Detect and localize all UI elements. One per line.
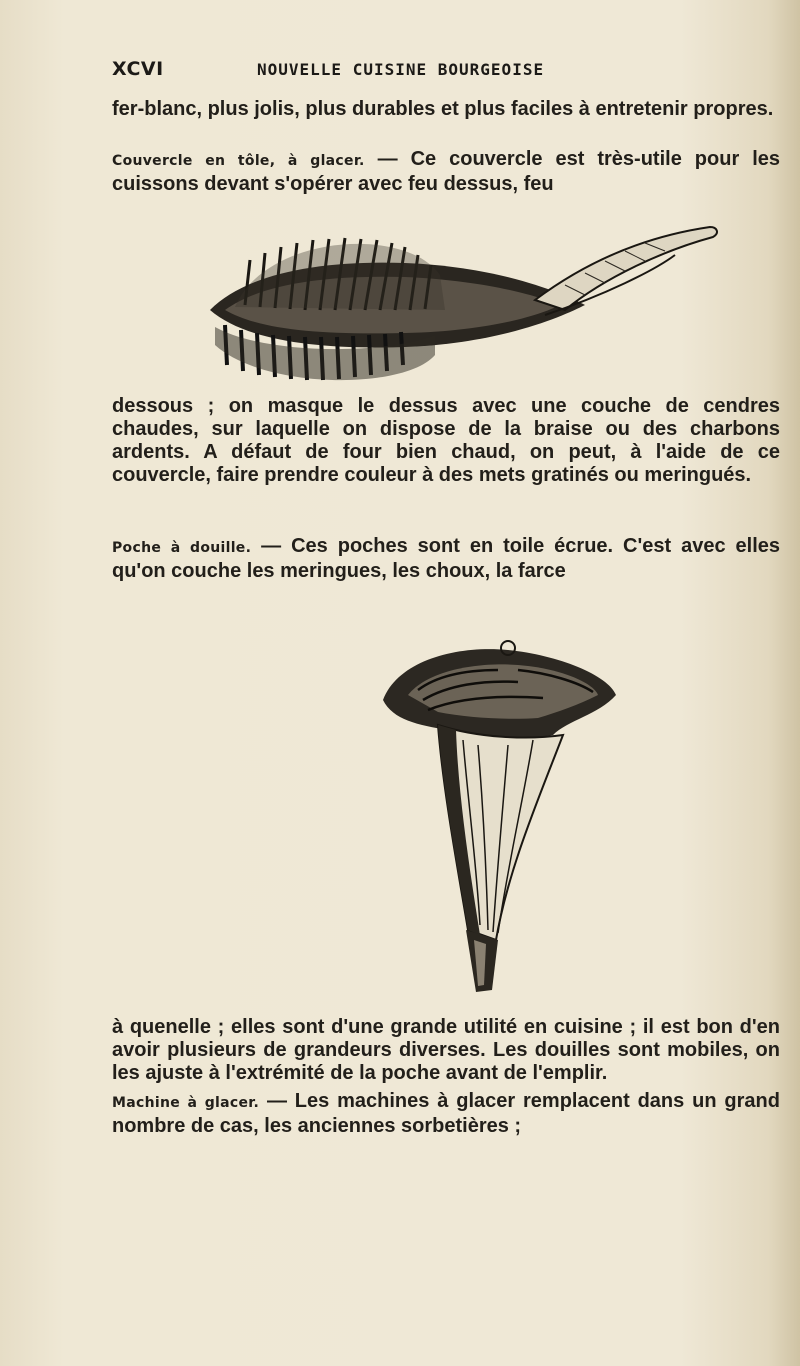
entry-text-piping-bag: — Ces poches sont en toile écrue. C'est avec elles qu'on couche les meringues, les choux, la farce: [112, 535, 780, 582]
entry-text-ice-machine: — Les machines à glacer remplacent dans un grand nombre de cas, les anciennes sorbetières ;: [112, 1090, 780, 1137]
entry-heading-ice-machine: Machine à glacer.: [112, 1095, 260, 1111]
paragraph-ice-machine: [112, 1090, 780, 1138]
entry-heading-lid: Couvercle en tôle, à glacer.: [112, 153, 365, 169]
paragraph-1: fer-blanc, plus jolis, plus durables et plus faciles à entretenir propres.: [112, 98, 774, 120]
paragraph-lid-usage: dessous ; on masque le dessus avec une couche de cendres chaudes, sur laquelle on dispose de la braise ou des charbons ardents. A défaut de four bien chaud, on peut, à l'aide de ce couvercle, faire prendre couleur à des mets gratinés ou meringués.: [112, 395, 780, 486]
paragraph-lid-intro: [112, 148, 780, 196]
glazing-lid-illustration: [205, 215, 725, 390]
running-title: NOUVELLE CUISINE BOURGEOISE: [257, 60, 545, 79]
page-number: XCVI: [112, 58, 164, 80]
paragraph-piping-bag-usage: à quenelle ; elles sont d'une grande utilité en cuisine ; il est bon d'en avoir plusieurs de grandeurs diverses. Les douilles sont mobiles, on les ajuste à l'extrémité de la poche avant de l'emplir.: [112, 1016, 780, 1084]
piping-bag-illustration: [368, 640, 628, 1005]
paragraph-piping-bag-intro: [112, 535, 780, 583]
entry-text-lid: — Ce couvercle est très-utile pour les cuissons devant s'opérer avec feu dessus, feu: [112, 148, 780, 195]
entry-heading-piping-bag: Poche à douille.: [112, 540, 252, 556]
